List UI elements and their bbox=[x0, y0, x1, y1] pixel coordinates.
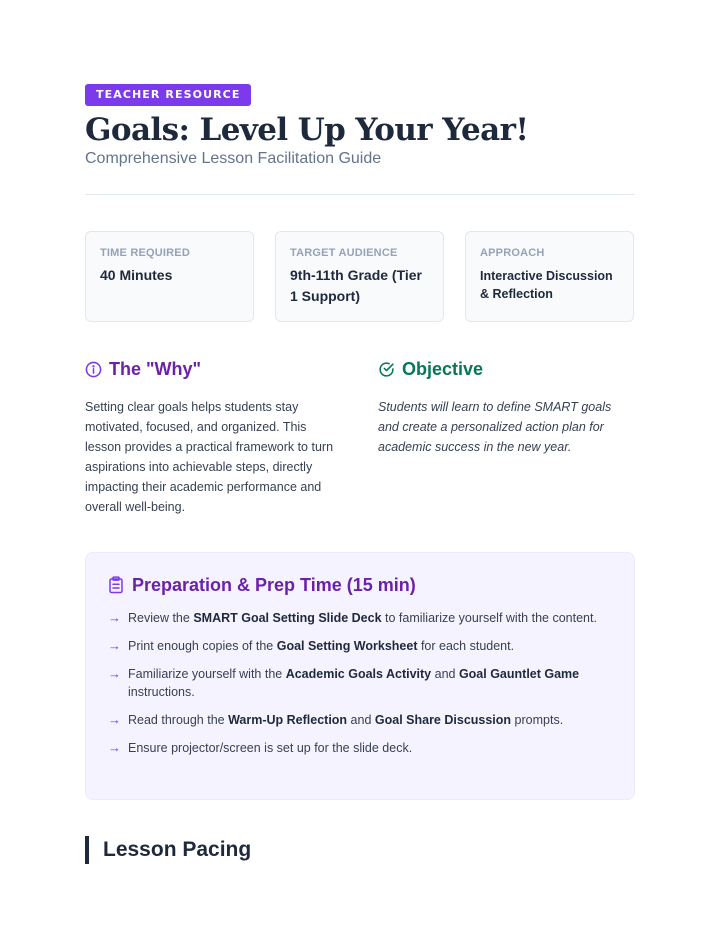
check-circle-icon bbox=[378, 361, 395, 378]
page-subtitle: Comprehensive Lesson Facilitation Guide bbox=[85, 150, 382, 167]
info-card-value: 40 Minutes bbox=[100, 267, 173, 283]
page-title: Goals: Level Up Your Year! bbox=[85, 112, 529, 148]
resource-name: Warm-Up Reflection bbox=[228, 713, 348, 727]
info-card-value: 9th-11th Grade (Tier 1 Support) bbox=[290, 267, 423, 304]
info-card-approach bbox=[465, 231, 634, 322]
arrow-right-icon: → bbox=[108, 740, 121, 755]
preparation-box bbox=[85, 552, 635, 800]
objective-heading: Objective bbox=[402, 358, 484, 379]
prep-heading: Preparation & Prep Time (15 min) bbox=[132, 574, 416, 595]
resource-name: Goal Share Discussion bbox=[374, 713, 512, 727]
list-item: → Familiarize yourself with the Academic Goals Activity and Goal Gauntlet Game instructions. bbox=[108, 666, 580, 699]
list-item: → Print enough copies of the Goal Setting Worksheet for each student. bbox=[108, 638, 515, 653]
arrow-right-icon: → bbox=[108, 666, 121, 681]
info-card-label: APPROACH bbox=[480, 247, 545, 259]
info-card-value: Interactive Discussion & Reflection bbox=[480, 269, 613, 301]
resource-name: SMART Goal Setting Slide Deck bbox=[193, 611, 382, 625]
arrow-right-icon: → bbox=[108, 638, 121, 653]
resource-name: Goal Gauntlet Game bbox=[458, 667, 580, 681]
info-cards bbox=[85, 231, 635, 322]
why-heading: The "Why" bbox=[109, 358, 202, 379]
info-circle-icon bbox=[85, 361, 102, 378]
teacher-resource-badge: TEACHER RESOURCE bbox=[85, 84, 251, 106]
prep-list bbox=[108, 609, 612, 757]
resource-name: Academic Goals Activity bbox=[285, 667, 432, 681]
objective-text: Students will learn to define SMART goals and create a personalized action plan for academic success in the new year. bbox=[378, 400, 612, 454]
info-card-audience bbox=[275, 231, 444, 322]
resource-name: Goal Setting Worksheet bbox=[276, 639, 418, 653]
arrow-right-icon: → bbox=[108, 610, 121, 625]
why-text: Setting clear goals helps students stay motivated, focused, and organized. This lesson provides a practical framework to turn aspirations into achievable steps, directly impacting their academic performance and overall well-being. bbox=[85, 400, 334, 514]
list-item: → Review the SMART Goal Setting Slide Deck to familiarize yourself with the content. bbox=[108, 610, 597, 625]
objective-section bbox=[378, 358, 635, 457]
info-card-label: TIME REQUIRED bbox=[100, 247, 190, 259]
header-divider bbox=[85, 194, 635, 195]
why-section bbox=[85, 358, 335, 517]
list-item: → Read through the Warm-Up Reflection and Goal Share Discussion prompts. bbox=[108, 712, 564, 727]
arrow-right-icon: → bbox=[108, 712, 121, 727]
list-item: → Ensure projector/screen is set up for the slide deck. bbox=[108, 740, 413, 755]
info-card-time bbox=[85, 231, 254, 322]
lesson-pacing-heading: Lesson Pacing bbox=[85, 836, 251, 864]
clipboard-icon bbox=[108, 576, 124, 594]
info-card-label: TARGET AUDIENCE bbox=[290, 247, 398, 259]
